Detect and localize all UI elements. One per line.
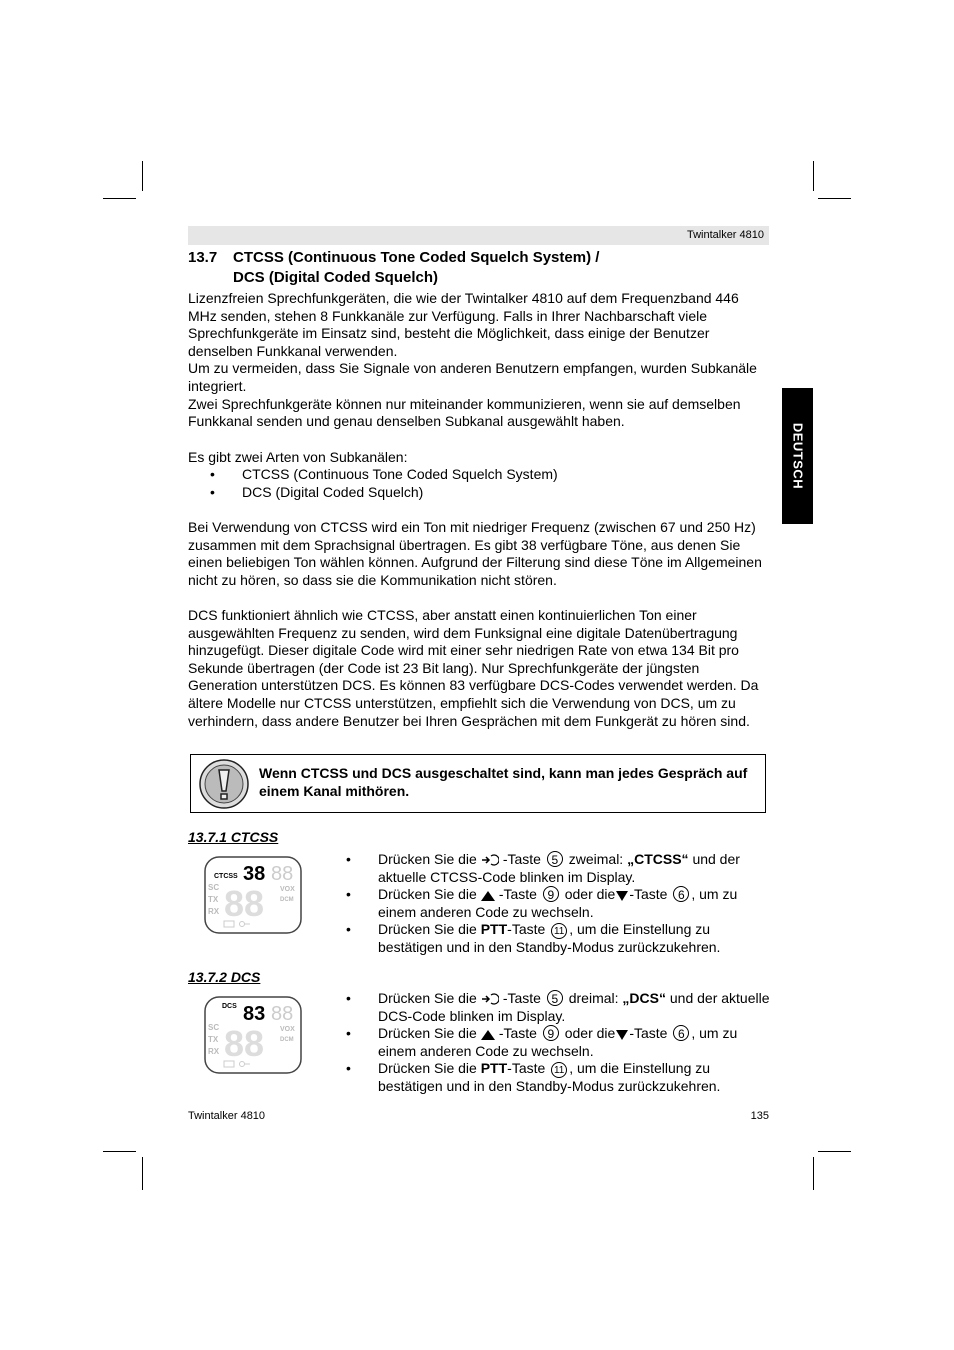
lcd-channel-digits: 88 <box>224 883 265 924</box>
key-number-badge: 6 <box>673 886 689 902</box>
list-item: • DCS (Digital Coded Squelch) <box>188 484 770 502</box>
crop-mark <box>818 198 851 199</box>
up-arrow-icon <box>481 1030 495 1040</box>
running-header <box>188 226 769 245</box>
lcd-ghost-digits: 88 <box>271 863 294 885</box>
lcd-channel-digits: 88 <box>224 1023 265 1064</box>
lcd-sc-label: SC <box>208 883 220 892</box>
down-arrow-icon <box>616 1030 628 1040</box>
ctcss-steps <box>345 851 770 957</box>
intro-text <box>188 290 770 431</box>
crop-mark <box>142 161 143 191</box>
paragraph: Um zu vermeiden, dass Sie Signale von anderen Benutzern empfangen, wurden Subkanäle integriert. <box>188 360 757 394</box>
section-title-line2: DCS (Digital Coded Squelch) <box>233 269 439 286</box>
subsection-heading: 13.7.2 DCS <box>188 969 261 985</box>
paragraph: Lizenzfreien Sprechfunkgeräten, die wie der Twintalker 4810 auf dem Frequenzband 446 MHz senden, stehen 8 Funkkanäle zur Verfügung. Falls in Ihrer Nachbarschaft viele Sprechfunkgeräte im Einsatz sind, besteht die Möglichkeit, dass einige der Benutzer denselben Funkkanal verwenden. <box>188 290 739 359</box>
warning-box <box>190 754 766 813</box>
key-number-badge: 9 <box>543 1025 559 1041</box>
ctcss-paragraph: Bei Verwendung von CTCSS wird ein Ton mit niedriger Frequenz (zwischen 67 und 250 Hz) zusammen mit dem Sprachsignal übertragen. Es gibt 38 verfügbare Töne, aus denen Sie einen beliebigen Ton wählen können. Aufgrund der Filterung sind diese Töne im Allgemeinen nicht zu hören, so dass sie die Kommunikation nicht stören. <box>188 519 762 588</box>
key-number-badge: 6 <box>673 1025 689 1041</box>
dcs-paragraph: DCS funktioniert ähnlich wie CTCSS, aber anstatt einen kontinuierlichen Ton einer ausgewählten Frequenz zu senden, wird dem Funksignal eine digitale Datenübertragung hinzugefügt. Dieser digitale Code wird mit einer sehr niedrigen Rate von etwa 134 Bit pro Sekunde übertragen (der Code ist 23 Bit lang). Nur Sprechfunkgeräte der jüngsten Generation unterstützen DCS. Es können 83 verfügbare DCS-Codes verwendet werden. Da ältere Modelle nur CTCSS unterstützen, empfiehlt sich die Verwendung von DCS, um zu verhindern, dass andere Benutzer bei Ihren Gesprächen mit dem Funkgerät zu hören sind. <box>188 607 759 729</box>
key-number-badge: 5 <box>547 851 563 867</box>
key-number-badge: 9 <box>543 886 559 902</box>
lcd-dcm-label: DCM <box>280 897 294 903</box>
lcd-rx-label: RX <box>208 907 220 916</box>
crop-mark <box>813 1157 814 1190</box>
list-item: • CTCSS (Continuous Tone Coded Squelch System) <box>188 466 770 484</box>
crop-mark <box>142 1157 143 1190</box>
lcd-code-digits: 38 <box>243 863 266 885</box>
types-list <box>188 466 770 501</box>
exclamation-icon <box>199 759 249 809</box>
step-item: • Drücken Sie die PTT-Taste 11 , um die Einstellung zu bestätigen und in den Standby-Modus zurückzukehren. <box>345 921 770 957</box>
lcd-vox-label: VOX <box>280 886 295 893</box>
step-item: • Drücken Sie die -Taste 5 zweimal: „CTCSS“ und der aktuelle CTCSS-Code blinken im Display. <box>345 851 770 886</box>
section-number: 13.7 <box>188 249 218 266</box>
up-arrow-icon <box>481 891 495 901</box>
lcd-vox-label: VOX <box>280 1026 295 1033</box>
step-item: • Drücken Sie die -Taste 5 dreimal: „DCS“ und der aktuelle DCS-Code blinken im Display. <box>345 990 770 1025</box>
footer-product: Twintalker 4810 <box>188 1110 266 1122</box>
crop-mark <box>103 198 136 199</box>
menu-key-icon <box>481 854 499 866</box>
key-number-badge: 5 <box>547 990 563 1006</box>
lcd-ghost-digits: 88 <box>271 1003 294 1025</box>
crop-mark <box>813 161 814 191</box>
lcd-tx-label: TX <box>208 1035 219 1044</box>
section-title-line1: CTCSS (Continuous Tone Coded Squelch System) / <box>233 249 600 266</box>
page-number: 135 <box>750 1110 769 1122</box>
step-item: • Drücken Sie die -Taste 9 oder die -Taste 6 , um zu einem anderen Code zu wechseln. <box>345 1025 770 1060</box>
lcd-rx-label: RX <box>208 1047 220 1056</box>
crop-mark <box>103 1151 136 1152</box>
key-number-badge: 11 <box>551 923 567 939</box>
header-product: Twintalker 4810 <box>686 229 764 241</box>
subsection-heading: 13.7.1 CTCSS <box>188 829 279 845</box>
lcd-mode-label: CTCSS <box>214 873 238 880</box>
section-title <box>188 248 599 288</box>
language-tab <box>782 388 813 524</box>
lcd-display-dcs <box>204 996 302 1074</box>
lcd-dcm-label: DCM <box>280 1037 294 1043</box>
lcd-sc-label: SC <box>208 1023 220 1032</box>
lcd-mode-label: DCS <box>222 1003 237 1010</box>
step-item: • Drücken Sie die PTT-Taste 11 , um die Einstellung zu bestätigen und in den Standby-Modus zurückzukehren. <box>345 1060 770 1096</box>
dcs-steps <box>345 990 770 1096</box>
paragraph: Zwei Sprechfunkgeräte können nur miteinander kommunizieren, wenn sie auf demselben Funkkanal senden und genau denselben Subkanal ausgewählt haben. <box>188 395 741 430</box>
language-tab-label: DEUTSCH <box>790 422 805 490</box>
lcd-tx-label: TX <box>208 895 219 904</box>
crop-mark <box>818 1151 851 1152</box>
types-intro: Es gibt zwei Arten von Subkanälen: <box>188 449 408 465</box>
step-item: • Drücken Sie die -Taste 9 oder die -Taste 6 , um zu einem anderen Code zu wechseln. <box>345 886 770 921</box>
key-number-badge: 11 <box>551 1062 567 1078</box>
lcd-display-ctcss <box>204 856 302 934</box>
warning-text: Wenn CTCSS und DCS ausgeschaltet sind, kann man jedes Gespräch auf einem Kanal mithören. <box>259 765 748 799</box>
lcd-code-digits: 83 <box>243 1003 266 1025</box>
down-arrow-icon <box>616 891 628 901</box>
menu-key-icon <box>481 993 499 1005</box>
